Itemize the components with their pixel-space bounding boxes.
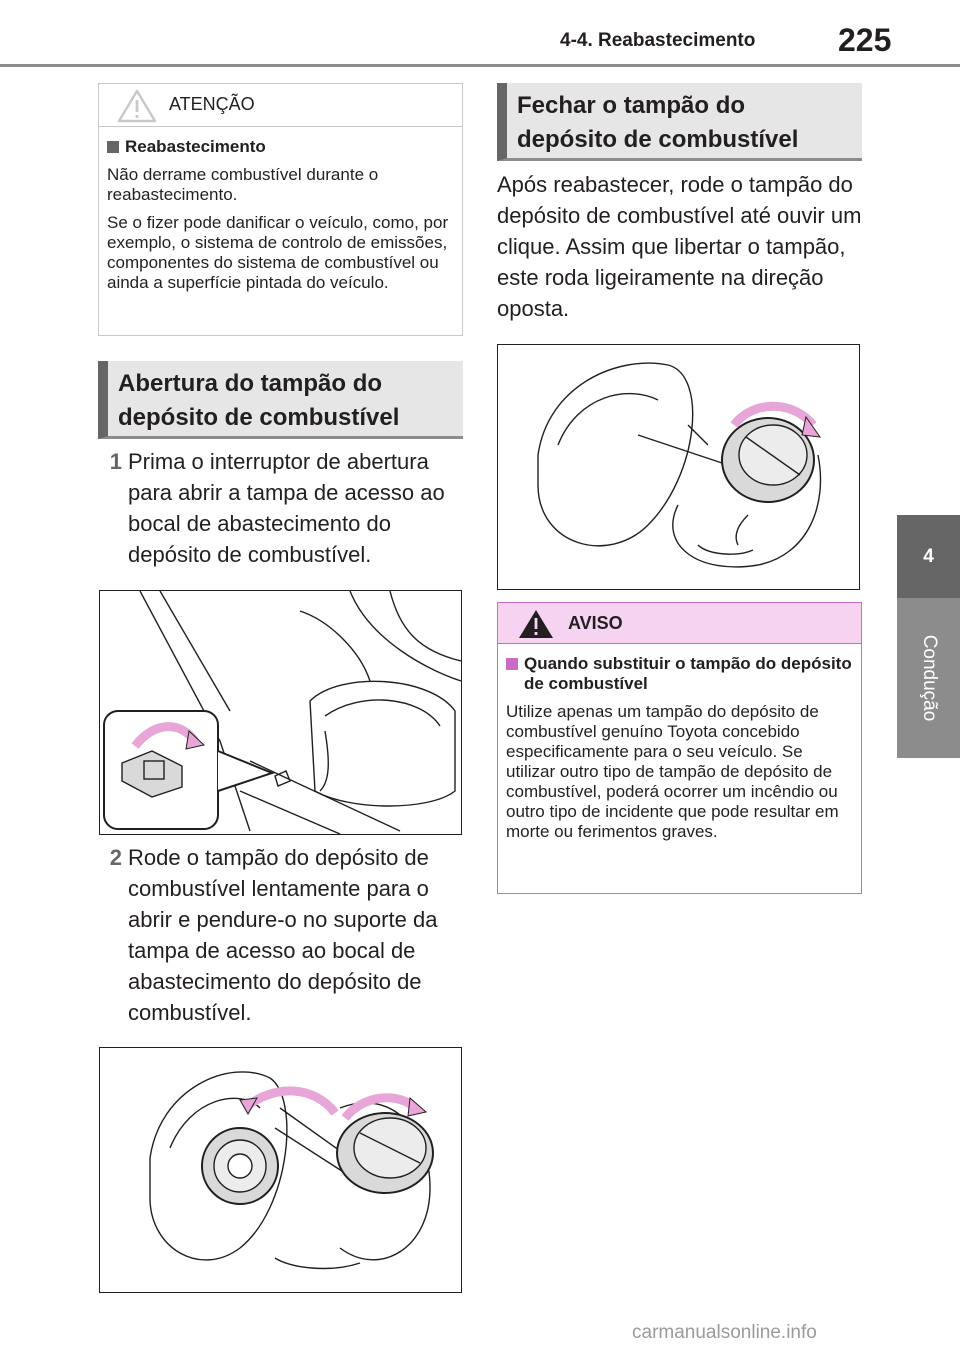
caution-paragraph-2: Se o fizer pode danificar o veículo, como, por exemplo, o sistema de controlo de emissões, componentes do sistema de combustível ou ainda a superfície pintada do veículo. [107, 213, 449, 292]
notice-header [498, 603, 861, 644]
caution-title: ATENÇÃO [169, 94, 255, 114]
warning-triangle-icon [117, 89, 157, 123]
caution-box [98, 83, 463, 336]
caution-subheading-row [107, 137, 454, 157]
notice-paragraph: Utilize apenas um tampão do depósito de combustível genuíno Toyota concebido especificamente para o seu veículo. Se utilizar outro tipo de tampão de depósito de combustível, poderá ocorrer um incêndio ou outro tipo de incidente que pode resultar em morte ou ferimentos graves. [506, 702, 839, 841]
figure-opener-switch [99, 590, 462, 835]
section-title: 4-4. Reabastecimento [560, 30, 756, 51]
closing-section-heading [497, 83, 862, 161]
step-1-text: Prima o interruptor de abertura para abrir a tampa de acesso ao bocal de abastecimento do depósito de combustível. [128, 449, 445, 567]
opening-section-heading [98, 361, 463, 439]
closing-heading-line1: Fechar o tampão do [517, 92, 746, 119]
header-divider [0, 64, 960, 67]
figure-close-cap [497, 344, 860, 590]
chapter-tab [897, 598, 960, 758]
closing-paragraph: Após reabastecer, rode o tampão do depósito de combustível até ouvir um clique. Assim que libertar o tampão, este roda ligeiramente na direção oposta. [497, 172, 862, 321]
caution-subheading: Reabastecimento [125, 137, 266, 156]
square-bullet-icon [107, 141, 119, 153]
close-cap-illustration [498, 345, 859, 589]
step-1-number: 1 [109, 449, 122, 474]
chapter-tab-label: Condução [918, 634, 940, 722]
step-2 [92, 842, 464, 1028]
notice-subheading: Quando substituir o tampão do depósito de combustível [524, 654, 852, 693]
notice-subheading-row [506, 654, 853, 694]
opening-heading-line1: Abertura do tampão do [118, 370, 383, 397]
notice-box [497, 602, 862, 894]
step-2-text: Rode o tampão do depósito de combustível lentamente para o abrir e pendure-o no suporte da tampa de acesso ao bocal de abastecimento do depósito de combustível. [128, 845, 438, 1025]
square-bullet-icon [506, 658, 518, 670]
opener-switch-illustration [100, 591, 461, 834]
watermark: carmanualsonline.info [632, 1322, 817, 1343]
warning-triangle-icon [518, 609, 554, 639]
open-cap-illustration [100, 1048, 461, 1292]
page-number: 225 [838, 22, 892, 58]
caution-paragraph-1: Não derrame combustível durante o reabastecimento. [107, 165, 379, 204]
step-2-number: 2 [109, 845, 122, 870]
closing-heading-line2: depósito de combustível [517, 126, 799, 153]
chapter-tab-number: 4 [897, 515, 960, 598]
step-1 [92, 446, 464, 570]
notice-title: AVISO [568, 613, 623, 633]
figure-open-cap [99, 1047, 462, 1293]
caution-header [99, 84, 462, 127]
opening-heading-line2: depósito de combustível [118, 404, 400, 431]
